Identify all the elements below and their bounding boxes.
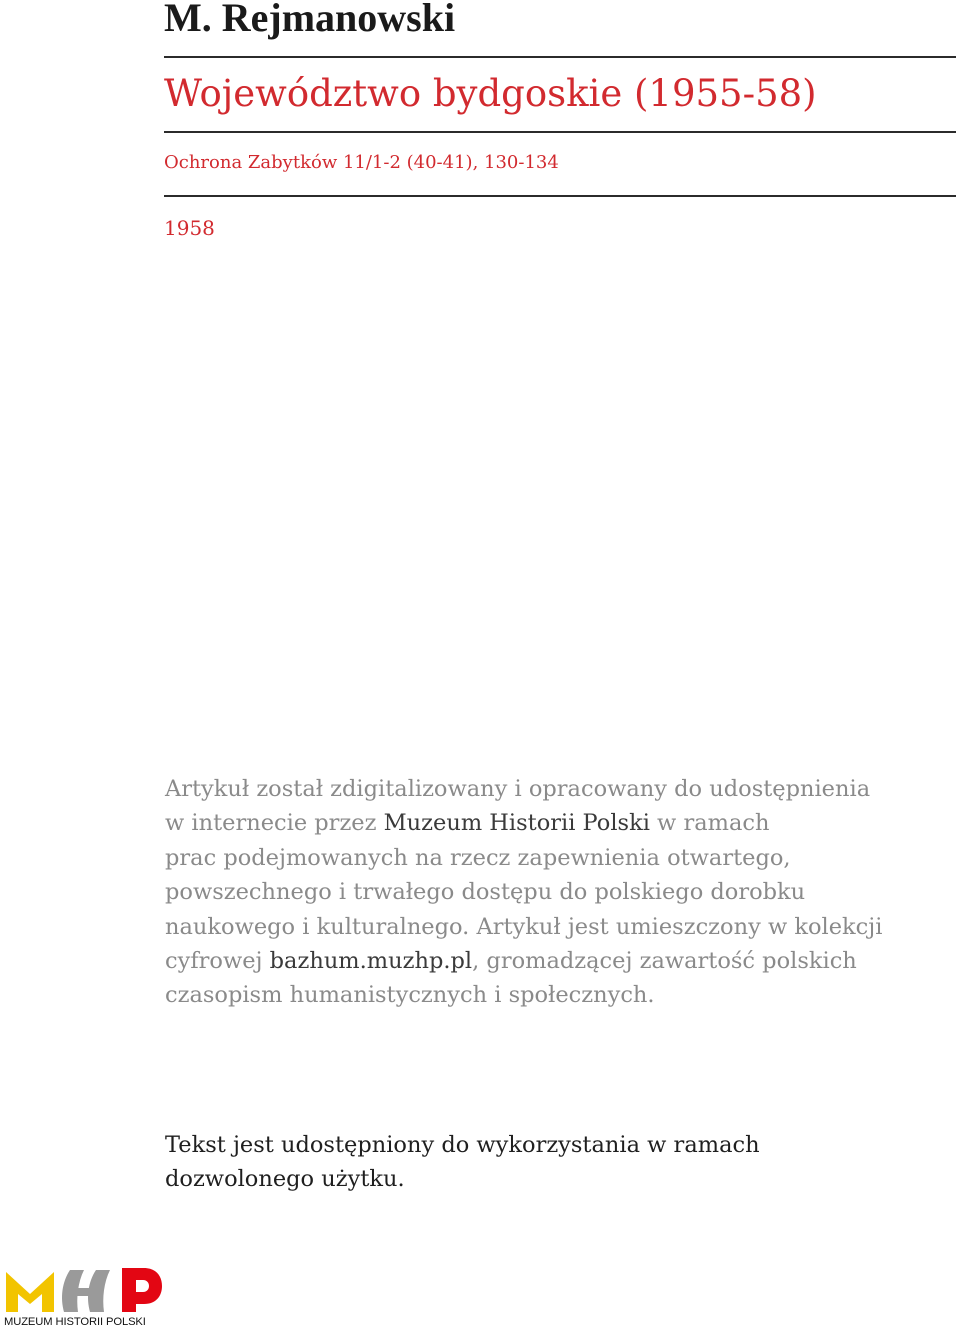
museum-logo [4,1264,168,1330]
logo-wordmark: MUZEUM HISTORII POLSKI [4,1316,146,1328]
notice-line: czasopism humanistycznych i społecznych. [165,982,655,1009]
notice-text: , gromadzącej zawartość polskich [472,948,857,975]
notice-text: cyfrowej [165,948,270,975]
logo-p-letter-icon [122,1268,162,1312]
license-notice [165,1128,925,1197]
license-line: Tekst jest udostępniony do wykorzystania w ramach [165,1132,760,1158]
notice-line: powszechnego i trwałego dostępu do polskiego dorobku [165,879,806,906]
museum-logo-icon [4,1264,164,1316]
notice-text: w internecie przez [165,810,384,837]
digitization-notice [165,772,925,1013]
logo-h-letter-icon [62,1270,110,1312]
notice-line: Artykuł został zdigitalizowany i opracowany do udostępnienia [165,776,871,802]
rule-middle [164,131,956,133]
notice-line [165,944,925,978]
license-line: dozwolonego użytku. [165,1166,405,1193]
rule-bottom [164,195,956,197]
rule-top [164,56,956,58]
notice-line: prac podejmowanych na rzecz zapewnienia otwartego, [165,844,791,871]
notice-line: naukowego i kulturalnego. Artykuł jest umieszczony w kolekcji [165,913,883,940]
publication-year: 1958 [164,216,215,240]
museum-link[interactable]: Muzeum Historii Polski [383,810,650,837]
article-title: Województwo bydgoskie (1955-58) [164,72,817,115]
notice-text: w ramach [649,810,770,837]
bazhum-link[interactable]: bazhum.muzhp.pl [269,948,473,975]
source-citation: Ochrona Zabytków 11/1-2 (40-41), 130-134 [164,152,559,173]
notice-line [165,806,925,840]
author-name: M. Rejmanowski [164,0,456,40]
